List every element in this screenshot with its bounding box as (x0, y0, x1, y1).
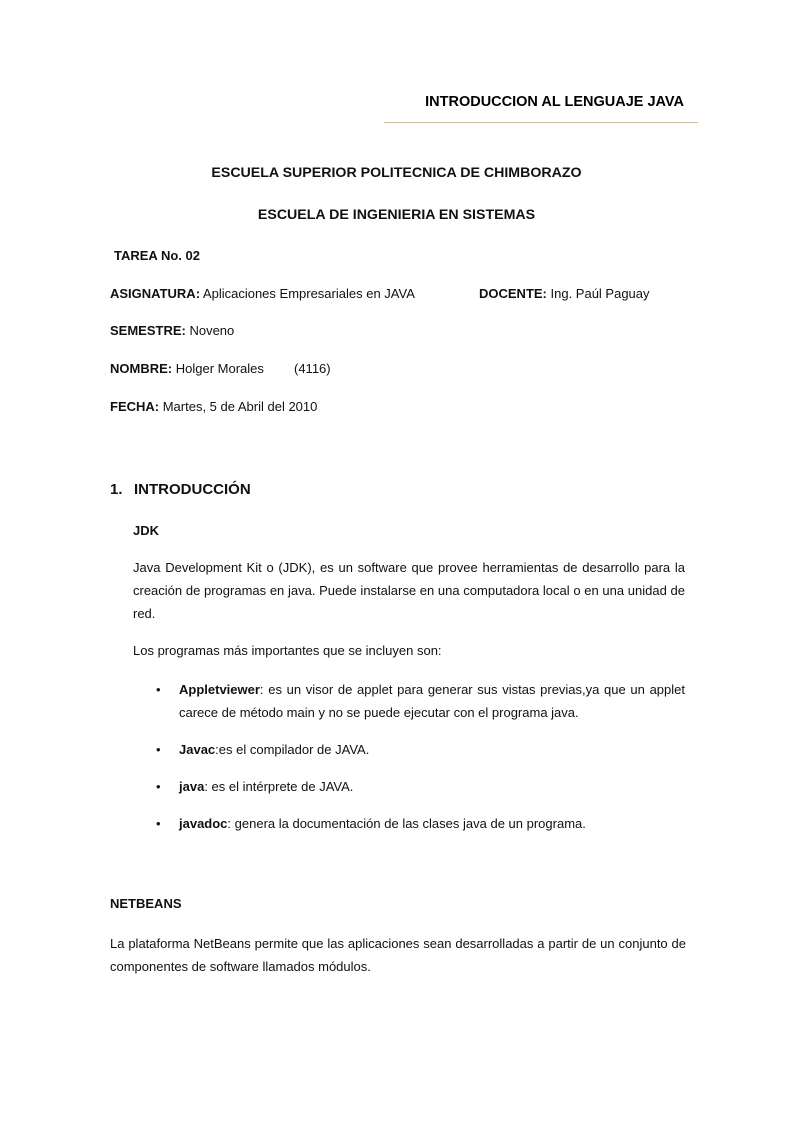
list-item (133, 775, 685, 798)
field-fecha (110, 398, 317, 417)
header-divider (384, 122, 698, 123)
docente-value: Ing. Paúl Paguay (546, 286, 650, 301)
program-name: javadoc (179, 816, 228, 831)
programs-list (133, 678, 685, 849)
section-heading-introduccion (110, 479, 251, 501)
program-name: Appletviewer (179, 682, 260, 697)
institution-name: ESCUELA SUPERIOR POLITECNICA DE CHIMBORAZO (211, 165, 582, 181)
list-item (133, 738, 685, 761)
program-name: Javac (179, 742, 216, 757)
program-desc: : genera la documentación de las clases java de un programa. (227, 816, 586, 831)
nombre-code: (4116) (294, 361, 331, 376)
nombre-label: NOMBRE: (110, 361, 173, 376)
bullet: • (156, 779, 161, 794)
bullet: • (156, 682, 161, 697)
program-name: java (179, 779, 205, 794)
asignatura-value: Aplicaciones Empresariales en JAVA (200, 286, 415, 301)
bullet: • (156, 816, 161, 831)
field-asignatura (110, 285, 415, 304)
list-item (133, 678, 685, 724)
asignatura-label: ASIGNATURA: (110, 286, 201, 301)
task-title: TAREA No. 02 (114, 248, 200, 263)
semestre-value: Noveno (185, 323, 235, 338)
jdk-paragraph: Java Development Kit o (JDK), es un software que provee herramientas de desarrollo para la creación de programas en java. Puede instalarse en una computadora local o en una unidad de red. (133, 560, 685, 621)
fecha-value: Martes, 5 de Abril del 2010 (159, 399, 318, 414)
field-semestre (110, 322, 234, 341)
programs-intro: Los programas más importantes que se incluyen son: (133, 643, 442, 658)
field-docente (479, 285, 650, 304)
field-nombre (110, 360, 264, 379)
school-name: ESCUELA DE INGENIERIA EN SISTEMAS (257, 207, 536, 223)
docente-label: DOCENTE: (479, 286, 547, 301)
program-desc: :es el compilador de JAVA. (215, 742, 370, 757)
fecha-label: FECHA: (110, 399, 160, 414)
list-item (133, 812, 685, 835)
bullet: • (156, 742, 161, 757)
nombre-value: Holger Morales (172, 361, 264, 376)
netbeans-heading: NETBEANS (110, 896, 182, 911)
netbeans-paragraph: La plataforma NetBeans permite que las aplicaciones sean desarrolladas a partir de un conjunto de componentes de software llamados módulos. (110, 936, 686, 974)
jdk-heading: JDK (133, 523, 160, 538)
section-number: 1. (110, 481, 123, 498)
program-desc: : es el intérprete de JAVA. (204, 779, 354, 794)
running-header-title: INTRODUCCION AL LENGUAJE JAVA (425, 94, 684, 110)
program-desc: : es un visor de applet para generar sus vistas previas,ya que un applet carece de método main y no se puede ejecutar con el programa java. (179, 682, 685, 720)
semestre-label: SEMESTRE: (110, 323, 186, 338)
section-title: INTRODUCCIÓN (134, 481, 251, 498)
